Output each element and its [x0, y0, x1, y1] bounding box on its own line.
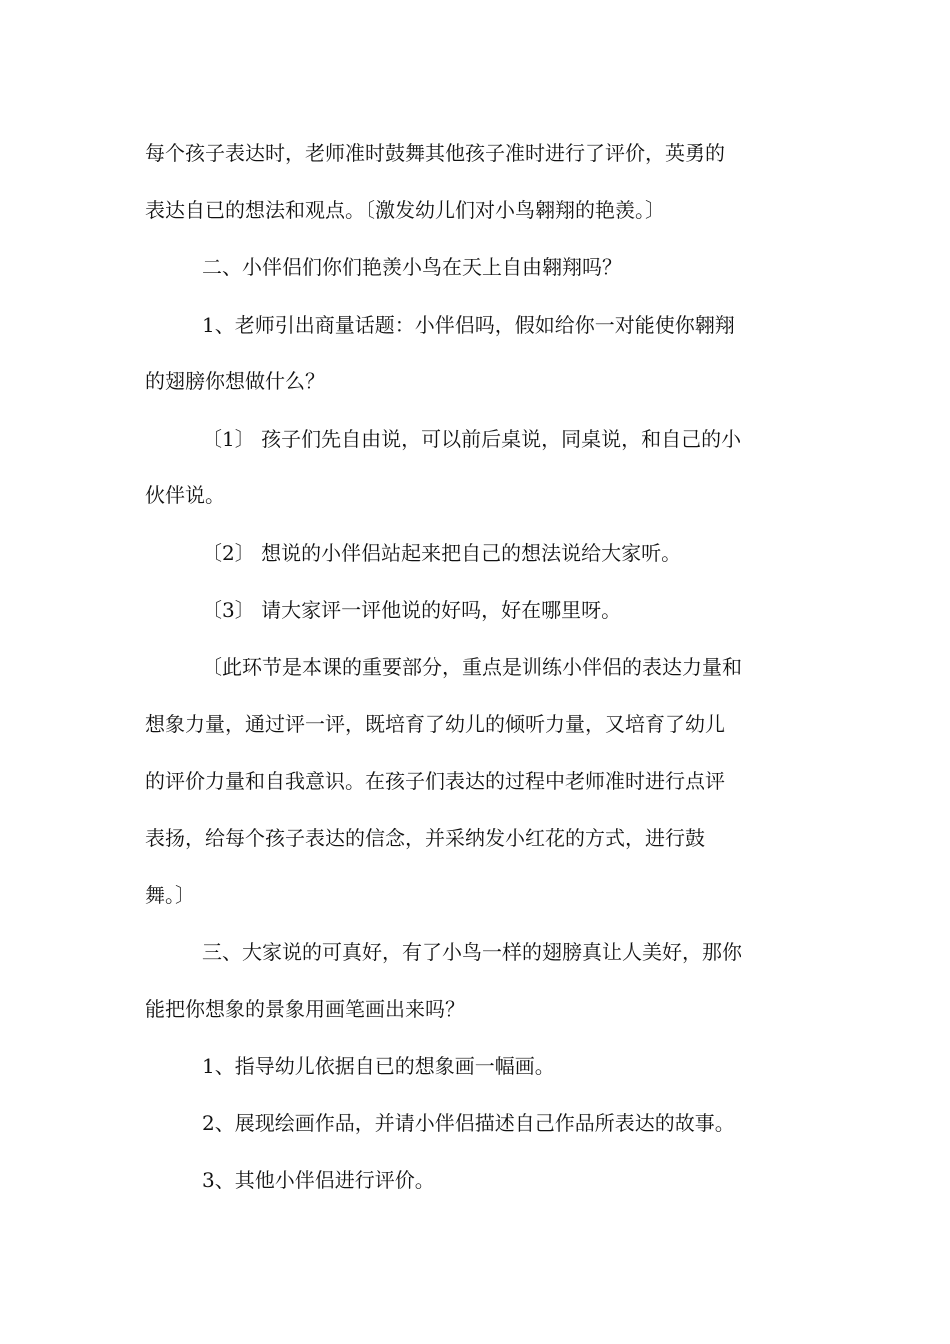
text-line: 的评价力量和自我意识。在孩子们表达的过程中老师准时进行点评	[145, 769, 725, 793]
text-line: 表扬，给每个孩子表达的信念，并采纳发小红花的方式，进行鼓	[145, 826, 705, 850]
text-line: 3、其他小伴侣进行评价。	[202, 1168, 435, 1192]
text-line: 〔2〕 想说的小伴侣站起来把自己的想法说给大家听。	[202, 541, 682, 565]
text-line: 三、大家说的可真好，有了小鸟一样的翅膀真让人美好，那你	[202, 940, 742, 964]
text-line: 〔1〕 孩子们先自由说，可以前后桌说，同桌说，和自己的小	[202, 427, 742, 451]
text-line: 〔3〕 请大家评一评他说的好吗，好在哪里呀。	[202, 598, 622, 622]
text-line: 二、小伴侣们你们艳羡小鸟在天上自由翱翔吗？	[202, 255, 622, 279]
text-line: 1、指导幼儿依据自已的想象画一幅画。	[202, 1054, 555, 1078]
text-line: 的翅膀你想做什么？	[145, 369, 325, 393]
text-line: 〔此环节是本课的重要部分，重点是训练小伴侣的表达力量和	[202, 655, 742, 679]
text-line: 表达自已的想法和观点。〔激发幼儿们对小鸟翱翔的艳羡。〕	[145, 198, 665, 222]
text-line: 伙伴说。	[145, 483, 225, 507]
text-line: 每个孩子表达时，老师准时鼓舞其他孩子准时进行了评价，英勇的	[145, 141, 725, 165]
text-line: 想象力量，通过评一评，既培育了幼儿的倾听力量，又培育了幼儿	[145, 712, 725, 736]
text-line: 2、展现绘画作品，并请小伴侣描述自己作品所表达的故事。	[202, 1111, 735, 1135]
text-line: 舞。〕	[145, 883, 195, 907]
text-line: 能把你想象的景象用画笔画出来吗？	[145, 997, 465, 1021]
text-line: 1、老师引出商量话题：小伴侣吗，假如给你一对能使你翱翔	[202, 313, 735, 337]
